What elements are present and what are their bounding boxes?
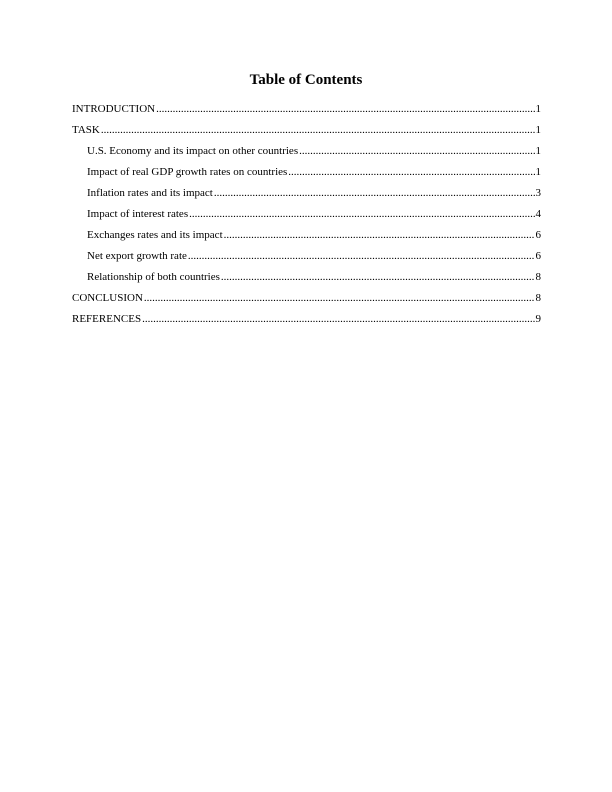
toc-entry-inflation[interactable] bbox=[72, 185, 541, 206]
toc-page-number: 4 bbox=[535, 208, 541, 220]
toc-dot-leader bbox=[189, 206, 534, 222]
toc-dot-leader bbox=[224, 227, 535, 243]
toc-entry-gdp-growth[interactable] bbox=[72, 164, 541, 185]
toc-entry-net-export[interactable] bbox=[72, 248, 541, 269]
toc-entry-text: Relationship of both countries bbox=[87, 271, 220, 283]
toc-entry-task[interactable] bbox=[72, 122, 541, 143]
toc-title: Table of Contents bbox=[249, 72, 363, 88]
toc-entry-us-economy[interactable] bbox=[72, 143, 541, 164]
toc-entry-text: Exchanges rates and its impact bbox=[87, 229, 223, 241]
toc-dot-leader bbox=[156, 101, 534, 117]
toc-dot-leader bbox=[299, 143, 534, 159]
toc-dot-leader bbox=[288, 164, 534, 180]
toc-entry-text: Impact of real GDP growth rates on countries bbox=[87, 166, 288, 178]
toc-entry-conclusion[interactable] bbox=[72, 290, 541, 311]
toc-list bbox=[72, 101, 541, 332]
toc-entry-text: U.S. Economy and its impact on other countries bbox=[87, 145, 299, 157]
toc-page-number: 8 bbox=[535, 292, 541, 304]
toc-entry-text: TASK bbox=[72, 124, 100, 136]
toc-page-number: 9 bbox=[535, 313, 541, 325]
toc-entry-interest-rates[interactable] bbox=[72, 206, 541, 227]
toc-page-number: 1 bbox=[535, 145, 541, 157]
toc-dot-leader bbox=[188, 248, 535, 264]
toc-dot-leader bbox=[101, 122, 535, 138]
toc-page-number: 6 bbox=[535, 250, 541, 262]
toc-page-number: 6 bbox=[535, 229, 541, 241]
toc-dot-leader bbox=[144, 290, 535, 306]
toc-page-number: 8 bbox=[535, 271, 541, 283]
toc-dot-leader bbox=[221, 269, 535, 285]
toc-page-number: 1 bbox=[535, 124, 541, 136]
toc-page-number: 1 bbox=[535, 103, 541, 115]
toc-entry-exchange-rates[interactable] bbox=[72, 227, 541, 248]
toc-entry-text: Impact of interest rates bbox=[87, 208, 189, 220]
toc-dot-leader bbox=[214, 185, 535, 201]
toc-page-number: 3 bbox=[535, 187, 541, 199]
toc-page-number: 1 bbox=[535, 166, 541, 178]
toc-dot-leader bbox=[142, 311, 534, 327]
toc-entry-text: Inflation rates and its impact bbox=[87, 187, 213, 199]
toc-entry-text: CONCLUSION bbox=[72, 292, 143, 304]
toc-entry-text: INTRODUCTION bbox=[72, 103, 156, 115]
toc-entry-text: Net export growth rate bbox=[87, 250, 187, 262]
toc-entry-relationship[interactable] bbox=[72, 269, 541, 290]
toc-entry-introduction[interactable] bbox=[72, 101, 541, 122]
toc-entry-references[interactable] bbox=[72, 311, 541, 332]
toc-entry-text: REFERENCES bbox=[72, 313, 142, 325]
